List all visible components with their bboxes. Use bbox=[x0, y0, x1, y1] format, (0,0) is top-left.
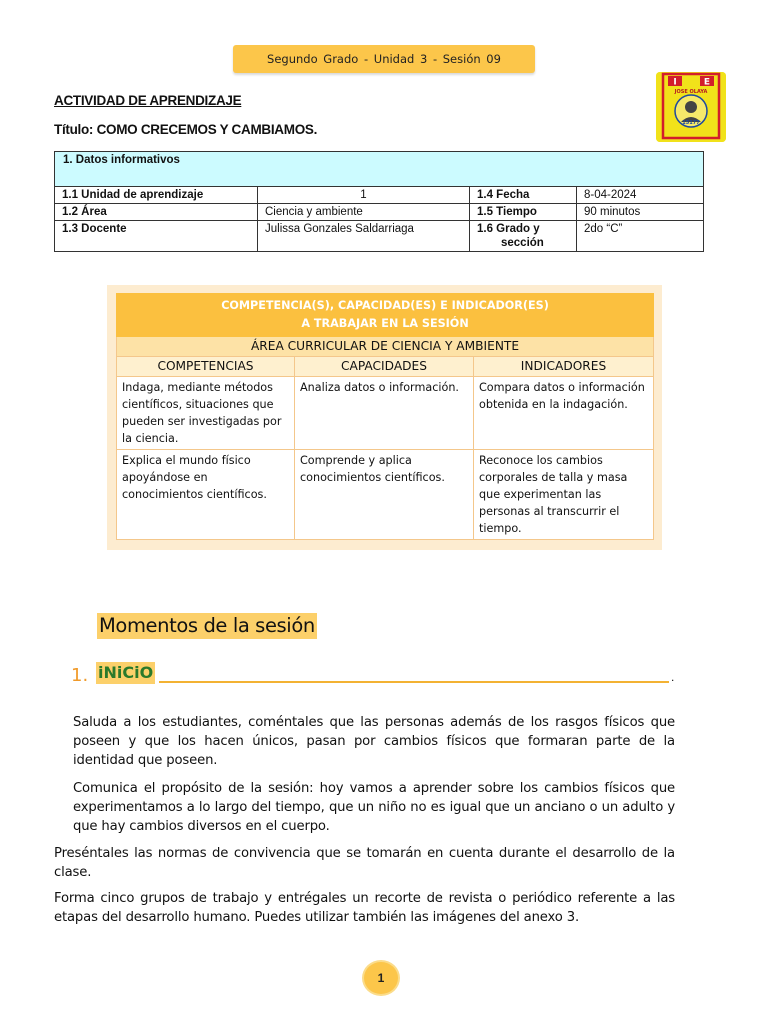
school-logo bbox=[656, 72, 726, 142]
info-section-title: 1. Datos informativos bbox=[55, 152, 704, 187]
competency-cell: Indaga, mediante métodos científicos, situaciones que pueden ser investigadas por la ciencia. bbox=[117, 377, 295, 450]
header-banner bbox=[233, 45, 535, 73]
paragraph: Preséntales las normas de convivencia que se tomarán en cuenta durante el desarrollo de la clase. bbox=[54, 846, 675, 880]
cell-label: 1.5 Tiempo bbox=[470, 204, 577, 221]
cell-label: 1.3 Docente bbox=[55, 221, 258, 252]
inicio-dot: . bbox=[671, 670, 675, 684]
logo-letter-e: E bbox=[703, 77, 711, 88]
cell-value: 8-04-2024 bbox=[577, 187, 704, 204]
competency-area-row bbox=[117, 337, 654, 357]
cell-value: 90 minutos bbox=[577, 204, 704, 221]
capacity-cell: Analiza datos o información. bbox=[295, 377, 474, 450]
inicio-number: 1. bbox=[71, 665, 89, 686]
table-row bbox=[55, 187, 704, 204]
cell-value: 1 bbox=[258, 187, 470, 204]
page-number bbox=[362, 960, 400, 996]
page-title: Título: COMO CRECEMOS Y CAMBIAMOS. bbox=[54, 122, 318, 137]
cell-value: Ciencia y ambiente bbox=[258, 204, 470, 221]
activity-heading: ACTIVIDAD DE APRENDIZAJE bbox=[54, 93, 242, 108]
page-number-text: 1 bbox=[377, 971, 385, 985]
column-header: COMPETENCIAS bbox=[117, 357, 295, 377]
paragraph: Forma cinco grupos de trabajo y entrégales un recorte de revista o periódico referente a las etapas del desarrollo humano. Puedes utilizar también las imágenes del anexo 3. bbox=[54, 891, 675, 925]
table-row bbox=[55, 204, 704, 221]
logo-name: JOSE OLAYA bbox=[674, 89, 708, 95]
paragraph: Saluda a los estudiantes, coméntales que las personas además de los rasgos físicos que poseen y que los hacen únicos, pasan por cambios físicos que formaran parte de la identidad que poseen. bbox=[73, 715, 675, 768]
cell-label-multiline bbox=[470, 221, 577, 252]
cell-label: 1.2 Área bbox=[55, 204, 258, 221]
inicio-underline bbox=[159, 681, 669, 683]
paragraph: Comunica el propósito de la sesión: hoy vamos a aprender sobre los cambios físicos que experimentamos a lo largo del tiempo, que un niño no es igual que un anciano o un adulto y que hay cambios diversos en el cuerpo. bbox=[73, 781, 675, 834]
cell-label: 1.1 Unidad de aprendizaje bbox=[55, 187, 258, 204]
cell-label-line2: sección bbox=[501, 237, 544, 249]
inicio-label: iNiCiO bbox=[98, 663, 154, 682]
table-row bbox=[117, 377, 654, 450]
competency-title-line1: COMPETENCIA(S), CAPACIDAD(ES) E INDICADOR(ES) bbox=[221, 299, 549, 312]
competency-title-line2: A TRABAJAR EN LA SESIÓN bbox=[301, 317, 469, 330]
competency-header-row bbox=[117, 357, 654, 377]
table-row bbox=[117, 450, 654, 540]
cell-label-line1: 1.6 Grado y bbox=[477, 223, 540, 235]
cell-label: 1.4 Fecha bbox=[470, 187, 577, 204]
competency-area: ÁREA CURRICULAR DE CIENCIA Y AMBIENTE bbox=[117, 337, 654, 357]
column-header: INDICADORES bbox=[474, 357, 654, 377]
capacity-cell: Comprende y aplica conocimientos científicos. bbox=[295, 450, 474, 540]
competency-title-row bbox=[117, 294, 654, 337]
cell-value: Julissa Gonzales Saldarriaga bbox=[258, 221, 470, 252]
indicator-cell: Compara datos o información obtenida en la indagación. bbox=[474, 377, 654, 450]
column-header: CAPACIDADES bbox=[295, 357, 474, 377]
section-heading-momentos: Momentos de la sesión bbox=[99, 614, 315, 637]
cell-value: 2do “C” bbox=[577, 221, 704, 252]
competency-table bbox=[116, 293, 654, 540]
table-row bbox=[55, 221, 704, 252]
competency-cell: Explica el mundo físico apoyándose en conocimientos científicos. bbox=[117, 450, 295, 540]
info-table bbox=[54, 151, 704, 252]
school-logo-icon bbox=[656, 72, 726, 142]
competency-title bbox=[117, 294, 654, 337]
indicator-cell: Reconoce los cambios corporales de talla y masa que experimentan las personas al transcurrir el tiempo. bbox=[474, 450, 654, 540]
banner-text: Segundo Grado - Unidad 3 - Sesión 09 bbox=[267, 52, 501, 66]
logo-letter-i: I bbox=[673, 77, 677, 88]
info-header-row bbox=[55, 152, 704, 187]
logo-number: 15177 bbox=[682, 120, 700, 126]
